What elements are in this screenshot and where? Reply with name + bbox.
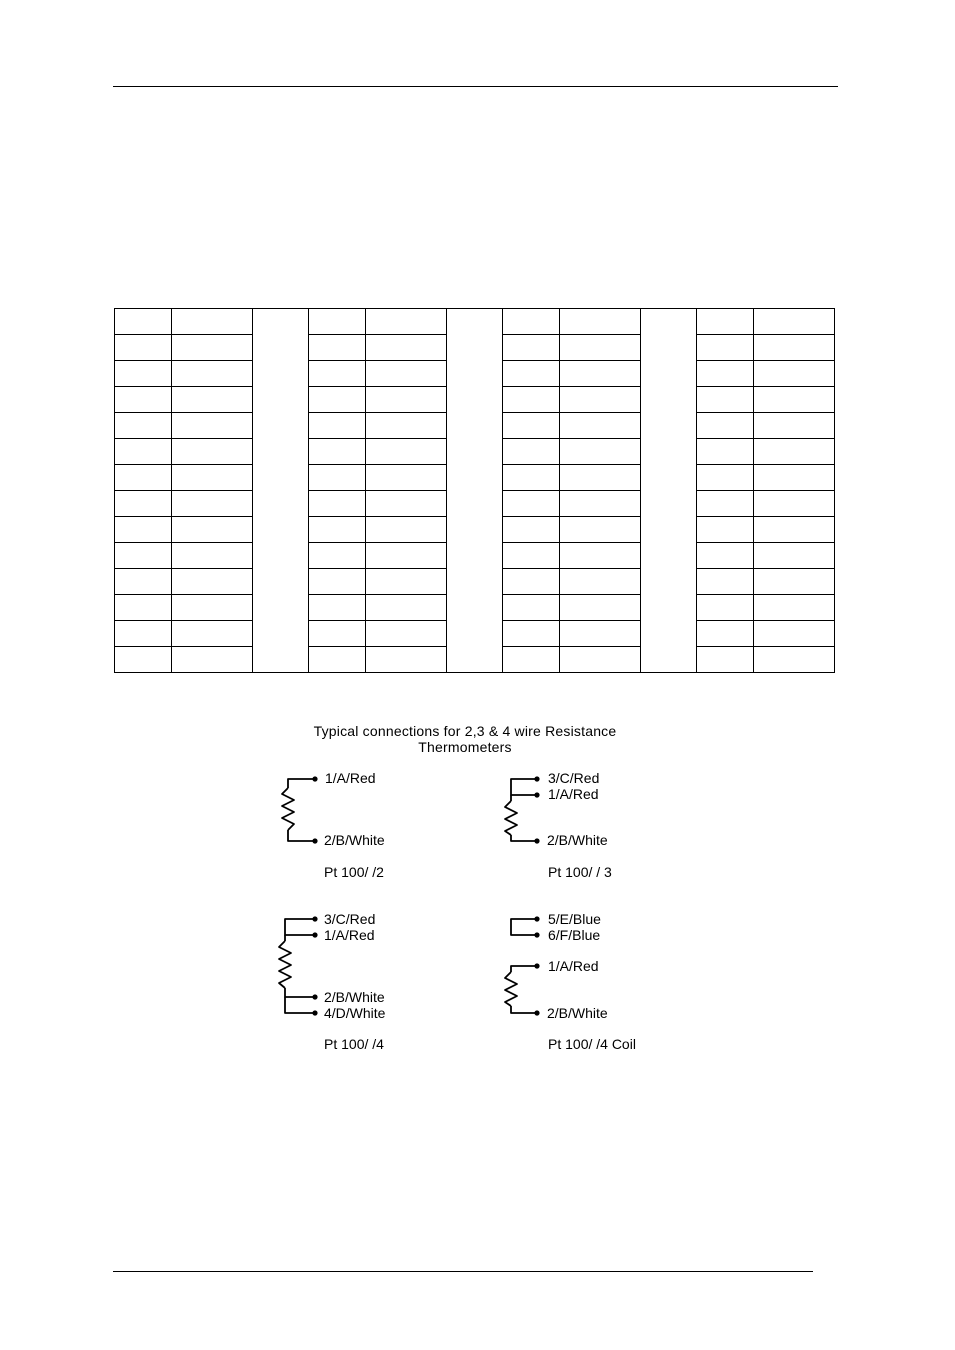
d1-terminal-1-label: 1/A/Red bbox=[325, 770, 376, 786]
diagram-4wire-coil-wiring bbox=[505, 919, 536, 1013]
d4-terminal-2-label: 6/F/Blue bbox=[548, 927, 601, 943]
d2-sensor-name: Pt 100/ / 3 bbox=[548, 864, 612, 880]
resistor-2-icon bbox=[505, 801, 517, 835]
d3-sensor-name: Pt 100/ /4 bbox=[324, 1036, 384, 1052]
d3-terminal-4-label: 4/D/White bbox=[324, 1005, 386, 1021]
d1-terminal-2-label: 2/B/White bbox=[324, 832, 385, 848]
terminal-dots bbox=[312, 776, 539, 1015]
d2-terminal-2-label: 1/A/Red bbox=[548, 786, 599, 802]
d4-terminal-3-label: 1/A/Red bbox=[548, 958, 599, 974]
d1-sensor-name: Pt 100/ /2 bbox=[324, 864, 384, 880]
d2-terminal-1-label: 3/C/Red bbox=[548, 770, 600, 786]
d3-terminal-2-label: 1/A/Red bbox=[324, 927, 375, 943]
caption-line-2: Thermometers bbox=[418, 739, 512, 755]
d3-terminal-3-label: 2/B/White bbox=[324, 989, 385, 1005]
diagram-2wire-wiring bbox=[282, 779, 314, 841]
resistor-4-icon bbox=[505, 972, 517, 1006]
diagram-4wire-wiring bbox=[279, 919, 314, 1013]
d4-terminal-4-label: 2/B/White bbox=[547, 1005, 608, 1021]
resistor-3-icon bbox=[279, 941, 291, 988]
caption-line-1: Typical connections for 2,3 & 4 wire Resistance bbox=[313, 723, 617, 739]
d3-terminal-1-label: 3/C/Red bbox=[324, 911, 376, 927]
diagram-3wire-wiring bbox=[505, 779, 536, 841]
d4-terminal-1-label: 5/E/Blue bbox=[548, 911, 601, 927]
resistor-1-icon bbox=[282, 788, 294, 830]
d4-sensor-name: Pt 100/ /4 Coil bbox=[548, 1036, 636, 1052]
d2-terminal-3-label: 2/B/White bbox=[547, 832, 608, 848]
